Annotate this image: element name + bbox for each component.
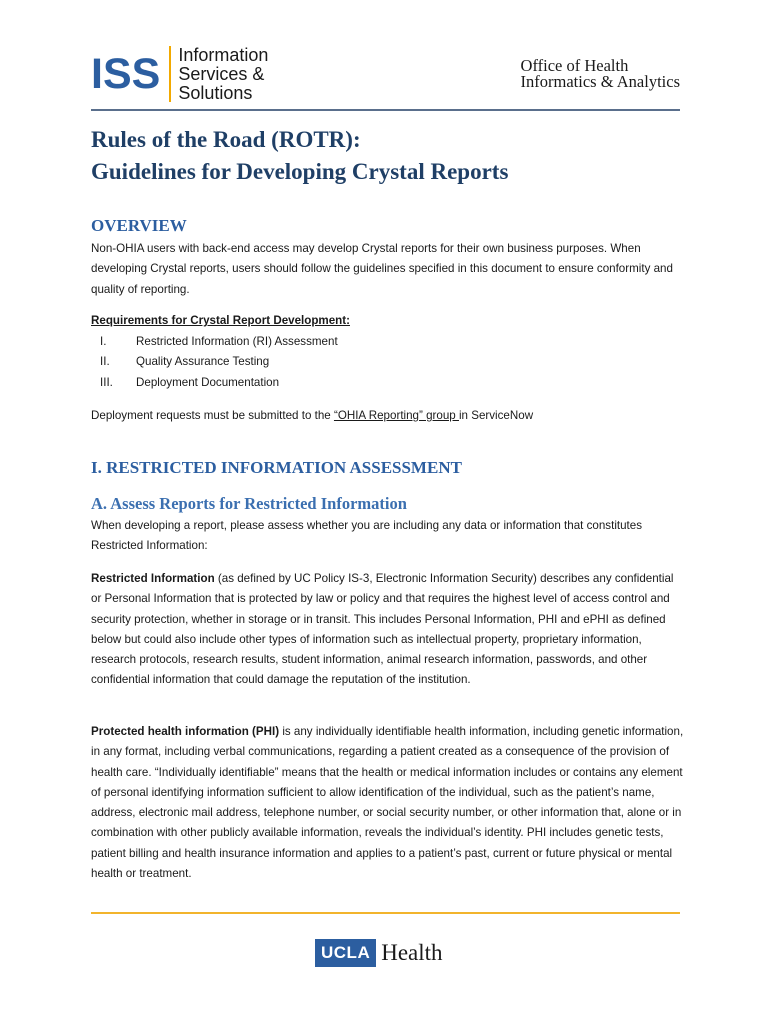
ucla-logo-box: UCLA (315, 939, 376, 967)
logo-divider (169, 46, 171, 102)
ohia-reporting-link[interactable]: “OHIA Reporting” group (333, 409, 459, 422)
overview-text: Non-OHIA users with back-end access may develop Crystal reports for their own business purposes. When developing Crystal reports, users should follow the guidelines specified in this document to ensure conformity and quality of reporting. (91, 242, 673, 296)
overview-heading: OVERVIEW (91, 216, 187, 235)
footer-divider (91, 912, 680, 914)
requirements-list (100, 332, 338, 393)
iss-logo-mark: ISS (91, 49, 161, 98)
phi-definition: Protected health information (PHI) is any individually identifiable health information, including genetic information, in any format, including verbal communications, regarding a patient created as a consequence of the provision of health care. “Individually identifiable” means that the health or medical information includes or contains any element of personal identifying information sufficient to allow identification of the individual, such as the patient’s name, address, electronic mail address, telephone number, or social security number, or other information that, alone or in combination with other publicly available information, reveals the individual’s identity. PHI includes genetic tests, patient billing and health insurance information and applies to a patient’s past, current or future physical or mental health or treatment. (91, 725, 684, 881)
iss-logo (91, 45, 268, 103)
list-item: III. Deployment Documentation (100, 375, 280, 389)
deployment-note: Deployment requests must be submitted to the “OHIA Reporting” group in ServiceNow (91, 409, 534, 422)
restricted-info-definition: Restricted Information (as defined by UC Policy IS-3, Electronic Information Security) describes any confidential or Personal Information that is protected by law or policy and that requires the highest level of access control and security protection, whether in storage or in transit. This includes Personal Information, PHI and ePHI as defined below but could also include other types of information such as intellectual property, proprietary information, research protocols, research results, student information, animal research information, passwords, and other confidential information that could damage the reputation of the institution. (91, 572, 674, 687)
section-heading-restricted-info: I. RESTRICTED INFORMATION ASSESSMENT (91, 458, 462, 477)
header-divider (91, 109, 680, 111)
list-item: II. Quality Assurance Testing (100, 355, 270, 369)
ucla-health-logo (315, 939, 443, 967)
page-title: Rules of the Road (ROTR): Guidelines for Developing Crystal Reports (91, 127, 509, 184)
assess-intro: When developing a report, please assess whether you are including any data or information that constitutes Restricted Information: (91, 519, 643, 553)
requirements-heading: Requirements for Crystal Report Development: (91, 314, 350, 327)
iss-logo-text: Information Services & Solutions (178, 44, 269, 103)
ucla-logo-health: Health (381, 940, 443, 965)
list-item: I. Restricted Information (RI) Assessment (100, 335, 338, 348)
subsection-heading-assess: A. Assess Reports for Restricted Information (91, 494, 407, 513)
office-name: Office of Health Informatics & Analytics (520, 56, 680, 91)
